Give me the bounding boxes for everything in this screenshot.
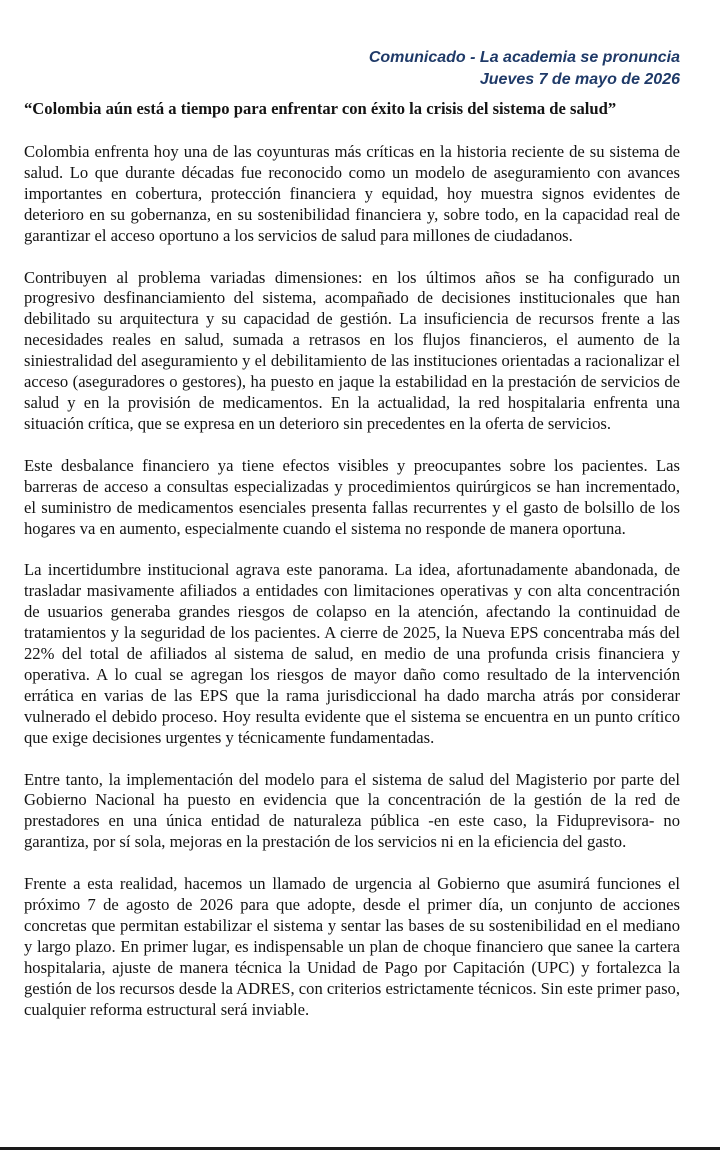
document-title: “Colombia aún está a tiempo para enfrentar con éxito la crisis del sistema de salud”: [24, 99, 617, 118]
paragraph-6: Frente a esta realidad, hacemos un llamado de urgencia al Gobierno que asumirá funciones el próximo 7 de agosto de 2026 para que adopte, desde el primer día, un conjunto de acciones concretas que permitan estabilizar el sistema y sentar las bases de su sostenibilidad en el mediano y largo plazo. En primer lugar, es indispensable un plan de choque financiero que sanee la cartera hospitalaria, ajuste de manera técnica la Unidad de Pago por Capitación (UPC) y fortalezca la gestión de los recursos desde la ADRES, con criterios estrictamente técnicos. Sin este primer paso, cualquier reforma estructural será inviable.: [24, 874, 680, 1019]
paragraph-3: Este desbalance financiero ya tiene efectos visibles y preocupantes sobre los pacientes. Las barreras de acceso a consultas especializadas y procedimientos quirúrgicos se han incrementado, el suministro de medicamentos esenciales presenta fallas recurrentes y el gasto de bolsillo de los hogares va en aumento, especialmente cuando el sistema no responde de manera oportuna.: [24, 455, 680, 538]
paragraph-5: Entre tanto, la implementación del modelo para el sistema de salud del Magisterio por parte del Gobierno Nacional ha puesto en evidencia que la concentración de la gestión de la red de prestadores en una única entidad de naturaleza pública -en este caso, la Fiduprevisora- no garantiza, por sí sola, mejoras en la prestación de los servicios ni en la eficiencia del gasto.: [24, 769, 680, 852]
paragraph-4: La incertidumbre institucional agrava este panorama. La idea, afortunadamente abandonada, de trasladar masivamente afiliados a entidades con limitaciones operativas y con alta concentración de usuarios generaba grandes riesgos de colapso en la atención, afectando la continuidad de tratamientos y la seguridad de los pacientes. A cierre de 2025, la Nueva EPS concentraba más del 22% del total de afiliados al sistema de salud, en medio de una profunda crisis financiera y operativa. A lo cual se agregan los riesgos de mayor daño como resultado de la intervención errática en varias de las EPS que la rama jurisdiccional ha dado marcha atrás por considerar vulnerado el debido proceso. Hoy resulta evidente que el sistema se encuentra en un punto crítico que exige decisiones urgentes y técnicamente fundamentadas.: [24, 560, 680, 747]
paragraph-2: Contribuyen al problema variadas dimensiones: en los últimos años se ha configurado un progresivo desfinanciamiento del sistema, acompañado de decisiones institucionales que han debilitado su arquitectura y su capacidad de gestión. La insuficiencia de recursos frente a las necesidades reales en salud, sumada a retrasos en los flujos financieros, el aumento de la siniestralidad del aseguramiento y el debilitamiento de las instituciones orientadas a racionalizar el acceso (aseguradores o gestores), ha puesto en jaque la estabilidad en la prestación de servicios de salud y en la provisión de medicamentos. En la actualidad, la red hospitalaria enfrenta una situación crítica, que se expresa en un deterioro sin precedentes en la oferta de servicios.: [24, 267, 680, 433]
document-page: [24, 0, 680, 1021]
header-communique-label: Comunicado - La academia se pronuncia: [368, 49, 680, 66]
header-date: Jueves 7 de mayo de 2026: [479, 71, 680, 88]
communique-header: [24, 0, 680, 91]
paragraph-1: Colombia enfrenta hoy una de las coyunturas más críticas en la historia reciente de su sistema de salud. Lo que durante décadas fue reconocido como un modelo de aseguramiento con avances importantes en cobertura, protección financiera y equidad, hoy muestra signos evidentes de deterioro en su gobernanza, en su sostenibilidad financiera y, sobre todo, en la capacidad real de garantizar el acceso oportuno a los servicios de salud para millones de ciudadanos.: [24, 142, 680, 245]
